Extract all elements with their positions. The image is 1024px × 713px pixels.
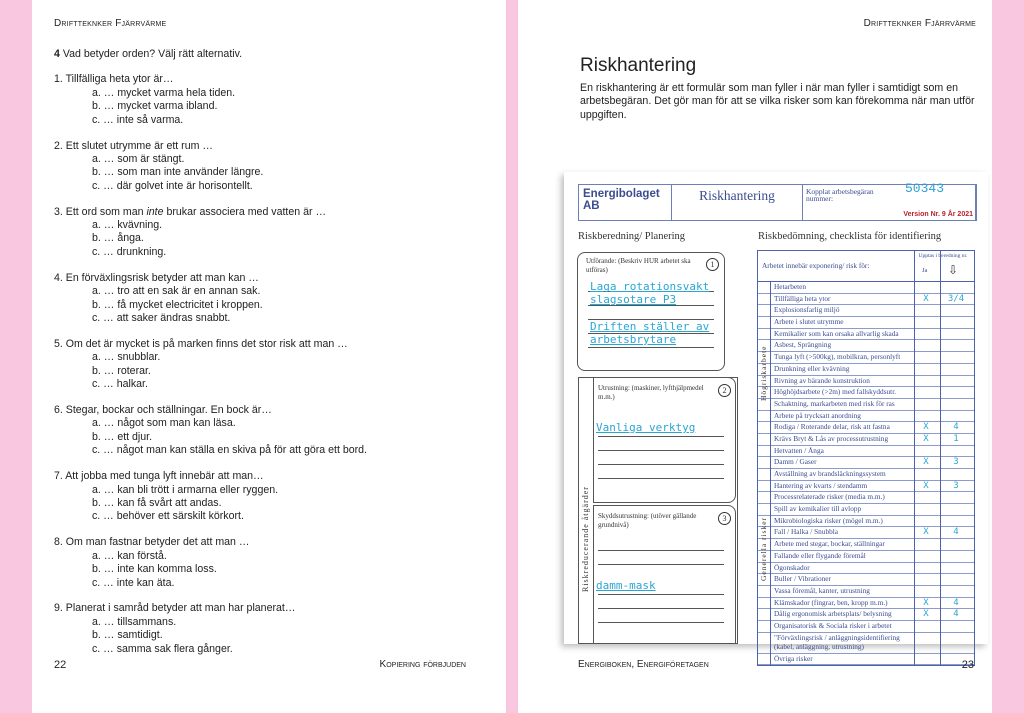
table-row	[758, 598, 974, 610]
risk-label: Arbete med stegar, bockar, ställningar	[774, 539, 885, 549]
answer-option: c. … inte så varma.	[92, 113, 184, 126]
table-row	[758, 434, 974, 446]
risk-label: Drunkning eller kvävning	[774, 363, 850, 373]
rule	[598, 450, 724, 451]
table-row	[758, 574, 974, 586]
table-row	[758, 294, 974, 306]
answer-option: c. … att saker ändras snabbt.	[92, 312, 231, 324]
table-row	[758, 422, 974, 434]
table-row	[758, 411, 974, 423]
column-line	[770, 281, 771, 665]
handwriting-5: Vanliga verktyg	[596, 421, 696, 434]
table-header-label: Arbetet innebär exponering/ risk för:	[762, 261, 870, 270]
risk-label: "Förväxlingsrisk / anläggningsidentifiering (kabel, anläggning, utrustning)	[774, 632, 900, 651]
table-row	[758, 654, 974, 666]
vertical-label-high-risk: Högriskarbete	[759, 345, 768, 401]
beredning-number: 3	[953, 457, 959, 468]
beredning-number: 3/4	[947, 293, 965, 304]
risk-label: Hantering av kvarts / stendamm	[774, 480, 868, 490]
table-row	[758, 352, 974, 364]
answer-option: a. … något som man kan läsa.	[92, 417, 236, 430]
table-row	[758, 527, 974, 539]
form-version: Version Nr. 9 År 2021	[903, 211, 973, 218]
handwriting-4: arbetsbrytare	[590, 333, 677, 346]
question-text: 3. Ett ord som man inte brukar associera med vatten är …	[54, 205, 327, 218]
table-row	[758, 539, 974, 551]
rule	[598, 594, 724, 595]
box1-number: 1	[706, 258, 719, 271]
form-company: Energibolaget AB	[579, 185, 672, 220]
rule	[598, 550, 724, 551]
risk-label: Organisatorisk & Sociala risker i arbetet	[774, 620, 892, 630]
table-row	[758, 621, 974, 633]
risk-label: Tillfälliga heta ytor	[774, 293, 831, 303]
answer-option: c. … inte kan äta.	[92, 576, 175, 589]
answer-option: a. … tillsammans.	[92, 615, 177, 628]
answer-option: c. … samma sak flera gånger.	[92, 642, 233, 655]
table-row	[758, 317, 974, 329]
table-row	[758, 563, 974, 575]
question-text: 1. Tillfälliga heta ytor är…	[54, 73, 174, 86]
beredning-number: 4	[953, 422, 959, 433]
question-list	[54, 73, 494, 656]
ja-mark: X	[923, 597, 929, 608]
question-text: 8. Om man fastnar betyder det att man …	[54, 536, 250, 549]
risk-label: Krävs Bryt & Lås av processutrustning	[774, 433, 889, 443]
right-page	[518, 0, 992, 713]
answer-option: a. … kan förstå.	[92, 549, 167, 562]
answer-option: c. … där golvet inte är horisontellt.	[92, 179, 253, 192]
rule	[598, 564, 724, 565]
table-row	[758, 609, 974, 621]
answer-option: c. … halkar.	[92, 378, 148, 391]
quiz-question	[54, 140, 494, 194]
answer-option: b. … få mycket electricitet i kroppen.	[92, 298, 263, 311]
answer-option: c. … behöver ett särskilt körkort.	[92, 510, 244, 523]
risk-label: Kemikalier som kan orsaka allvarlig skada	[774, 328, 899, 338]
quiz-title	[54, 48, 494, 61]
risk-label: Övriga risker	[774, 653, 813, 663]
ja-mark: X	[923, 457, 929, 468]
risk-label: Klämskador (fingrar, ben, kropp m.m.)	[774, 597, 888, 607]
table-header-right: Upptas i beredning nr.	[918, 253, 968, 259]
risk-label: Schaktning, markarbeten med risk för ras	[774, 398, 895, 408]
table-row	[758, 364, 974, 376]
page-title: Riskhantering	[580, 55, 697, 76]
table-row	[758, 481, 974, 493]
column-line	[914, 251, 915, 665]
handwriting-1: Laga rotationsvakt	[590, 280, 710, 293]
risk-label: Rodiga / Roterande delar, risk att fastna	[774, 422, 890, 432]
ja-mark: X	[923, 480, 929, 491]
quiz-question	[54, 272, 494, 326]
column-line	[940, 251, 941, 665]
risk-label: Damm / Gaser	[774, 457, 817, 467]
form-title: Riskhantering	[672, 185, 803, 220]
beredning-number: 1	[953, 433, 959, 444]
table-row	[758, 516, 974, 528]
risk-label: Spill av kemikalier till avlopp	[774, 504, 862, 514]
risk-label: Fall / Halka / Snubbla	[774, 527, 839, 537]
quiz-question	[54, 404, 494, 458]
table-header	[758, 251, 974, 282]
form-header	[578, 181, 977, 221]
page-number-left: 22	[54, 659, 67, 671]
table-row	[758, 282, 974, 294]
risk-label: Mikrobiologiska risker (mögel m.m.)	[774, 515, 883, 525]
risk-label: Hetarbeten	[774, 282, 807, 291]
answer-option: a. … mycket varma hela tiden.	[92, 86, 236, 99]
page-number-right: 23	[961, 659, 974, 671]
quiz-question	[54, 470, 494, 524]
quiz-number: 4	[54, 48, 60, 60]
box3-number: 3	[718, 512, 731, 525]
risk-label: Avställning av brandsläckningssystem	[774, 469, 886, 478]
table-row	[758, 446, 974, 458]
table-row	[758, 399, 974, 411]
rule	[598, 478, 724, 479]
answer-option: b. … inte kan komma loss.	[92, 563, 217, 576]
question-text: 7. Att jobba med tunga lyft innebär att man…	[54, 470, 264, 483]
answer-option: b. … samtidigt.	[92, 629, 163, 642]
table-header-ja: Ja	[922, 267, 928, 274]
ja-mark: X	[923, 527, 929, 538]
risk-label: Vassa föremål, kanter, utrustning	[774, 585, 870, 595]
risk-label: Ögonskador	[774, 562, 810, 572]
beredning-number: 4	[953, 597, 959, 608]
risk-label: Asbest, Sprängning	[774, 340, 832, 350]
table-body	[758, 282, 974, 665]
intro-paragraph: En riskhantering är ett formulär som man fyller i när man fyller i samtidigt som en arbetsbegäran. Det gör man för att se vilka risker som kan förekomma när man utför uppgiften.	[580, 82, 975, 121]
quiz-title-text: Vad betyder orden? Välj rätt alternativ.	[62, 48, 243, 60]
question-text: 4. En förväxlingsrisk betyder att man kan …	[54, 271, 259, 284]
quiz-question	[54, 602, 494, 656]
box2-label: Utrustning: (maskiner, lyfthjälpmedel m.m.)	[598, 384, 704, 401]
risk-label: Höghöjdsarbete (>2m) med fallskyddsutr.	[774, 387, 897, 397]
question-text: 6. Stegar, bockar och ställningar. En bock är…	[54, 404, 272, 417]
answer-option: c. … något man kan ställa en skiva på för att göra ett bord.	[92, 444, 367, 457]
risk-label: Arbete i slutet utrymme	[774, 317, 844, 327]
risk-checklist-table	[757, 250, 975, 666]
form-link	[803, 181, 976, 220]
running-head-left: Driftteknker Fjärrvärme	[54, 18, 167, 29]
quiz-question	[54, 73, 494, 127]
table-row	[758, 586, 974, 598]
form-link-label: Kopplat arbetsbegäran nummer:	[806, 187, 874, 203]
risk-label: Hetvatten / Ånga	[774, 445, 824, 455]
box2-number: 2	[718, 384, 731, 397]
vertical-label-left: Riskreducerande åtgärder	[581, 486, 590, 592]
rule	[598, 436, 724, 437]
table-row	[758, 305, 974, 317]
quiz-question	[54, 338, 494, 392]
answer-option: a. … kvävning.	[92, 219, 163, 232]
rule	[588, 347, 714, 348]
table-row	[758, 387, 974, 399]
risk-label: Explosionsfarlig miljö	[774, 305, 840, 315]
table-row	[758, 329, 974, 341]
answer-option: a. … som är stängt.	[92, 152, 185, 165]
risk-label: Arbete på trycksatt anordning	[774, 410, 861, 420]
ja-mark: X	[923, 422, 929, 433]
ja-mark: X	[923, 293, 929, 304]
answer-option: b. … ånga.	[92, 232, 144, 245]
risk-form-image	[564, 172, 988, 663]
answer-option: a. … snubblar.	[92, 351, 161, 364]
risk-label: Processrelaterade risker (media m.m.)	[774, 492, 885, 502]
beredning-number: 4	[953, 609, 959, 620]
table-row	[758, 469, 974, 481]
risk-label: Tunga lyft (>500kg), mobilkran, personlyft	[774, 352, 901, 362]
table-row	[758, 376, 974, 388]
form-link-number: 50343	[905, 181, 945, 196]
footer-right: Energiboken, Energiföretagen	[578, 659, 709, 670]
quiz	[54, 48, 494, 669]
rule	[598, 464, 724, 465]
table-row	[758, 504, 974, 516]
table-row	[758, 340, 974, 352]
question-text: 9. Planerat i samråd betyder att man har planerat…	[54, 602, 296, 615]
answer-option: b. … roterar.	[92, 364, 151, 377]
left-page	[32, 0, 506, 713]
ja-mark: X	[923, 433, 929, 444]
answer-option: a. … kan bli trött i armarna eller ryggen.	[92, 483, 279, 496]
quiz-question	[54, 536, 494, 590]
answer-option: a. … tro att en sak är en annan sak.	[92, 285, 261, 298]
form-right-section: Riskbedömning, checklista för identifiering	[758, 231, 942, 242]
rule	[598, 608, 724, 609]
box3-label: Skyddsutrustning: (utöver gällande grundnivå)	[598, 512, 697, 529]
risk-label: Dålig ergonomisk arbetsplats/ belysning	[774, 609, 892, 619]
table-row	[758, 457, 974, 469]
running-head-right: Driftteknker Fjärrvärme	[863, 18, 976, 29]
beredning-number: 4	[953, 527, 959, 538]
table-row	[758, 492, 974, 504]
arrow-down-icon: ⇩	[948, 263, 959, 277]
table-row	[758, 551, 974, 563]
risk-label: Rivning av bärande konstruktion	[774, 375, 870, 385]
answer-option: b. … ett djur.	[92, 430, 153, 443]
footer-left: Kopiering förbjuden	[379, 659, 466, 670]
rule	[598, 622, 724, 623]
box1-label: Utförande: (Beskriv HUR arbetet ska utföras)	[586, 257, 691, 274]
question-text: 2. Ett slutet utrymme är ett rum …	[54, 139, 213, 152]
question-text: 5. Om det är mycket is på marken finns det stor risk att man …	[54, 337, 348, 350]
vertical-label-general: Generella risker	[759, 516, 768, 581]
risk-label: Fallande eller flygande föremål	[774, 550, 866, 560]
form-left-section: Riskberedning/ Planering	[578, 231, 686, 242]
answer-option: b. … mycket varma ibland.	[92, 100, 218, 113]
answer-option: c. … drunkning.	[92, 245, 167, 258]
answer-option: b. … som man inte använder längre.	[92, 166, 264, 179]
handwriting-6: damm-mask	[596, 579, 656, 592]
ja-mark: X	[923, 609, 929, 620]
table-row	[758, 633, 974, 654]
handwriting-3: Driften ställer av	[590, 320, 710, 333]
risk-label: Buller / Vibrationer	[774, 574, 831, 584]
handwriting-2: slagsotare P3	[590, 293, 677, 306]
quiz-question	[54, 206, 494, 260]
answer-option: b. … kan få svårt att andas.	[92, 496, 222, 509]
beredning-number: 3	[953, 480, 959, 491]
